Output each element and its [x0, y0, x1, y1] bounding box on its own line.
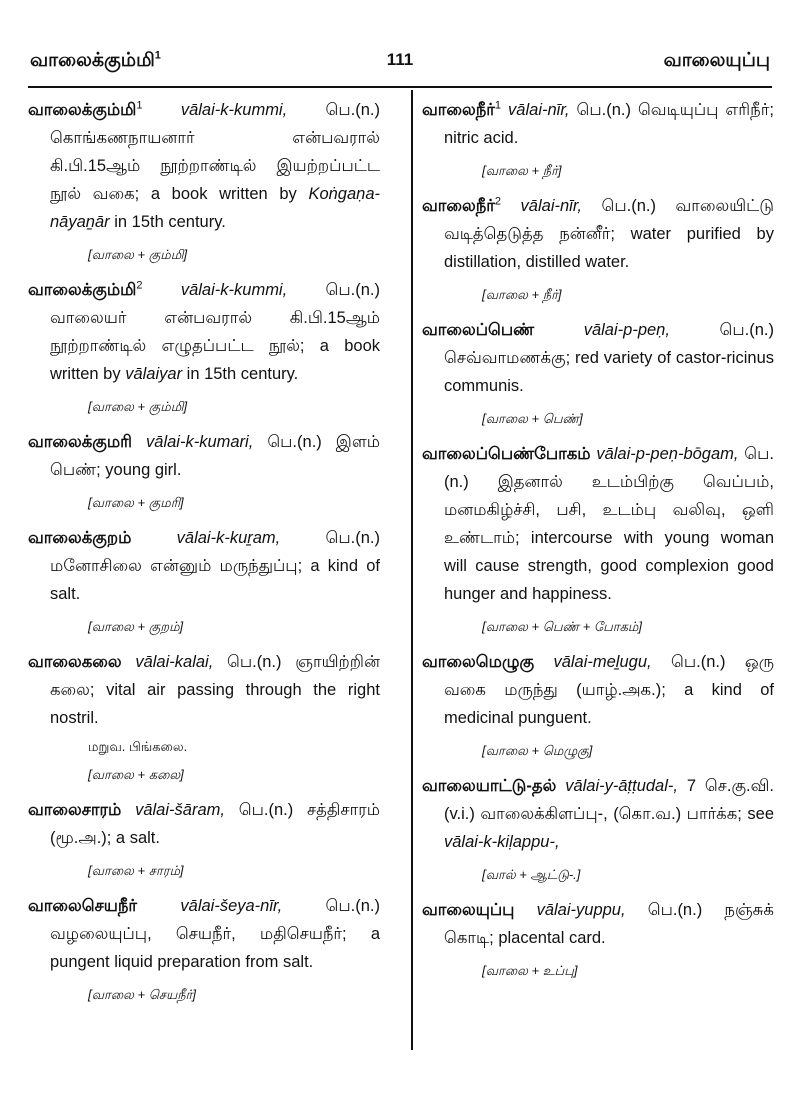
definition: ஞாயிற்றின் கலை; vital air passing through the right nostril.: [50, 653, 380, 727]
dictionary-entry: [28, 428, 380, 512]
grammar-tag: பெ.(n.): [719, 321, 774, 339]
headword-superscript: 1: [494, 99, 502, 112]
dictionary-entry: [422, 772, 774, 884]
etymology: [வாலை + மெழுகு]: [482, 743, 593, 758]
definition: வெடியுப்பு எரிநீர்; nitric acid.: [444, 101, 774, 147]
transliteration: vālai-nīr,: [520, 197, 582, 215]
transliteration: vālai-nīr,: [508, 101, 570, 119]
transliteration: vālai-p-peṇ,: [583, 321, 670, 339]
definition: இதனால் உடம்பிற்கு வெப்பம், மனமகிழ்ச்சி, பசி, உடம்பு வலிவு, ஒளி உண்டாம்; intercourse with young woman will cause strength, good complexion good hunger and happiness.: [444, 473, 774, 603]
transliteration: vālai-šāram,: [135, 801, 225, 819]
grammar-tag: பெ.(n.): [325, 529, 380, 547]
etymology: [வாலை + பெண்]: [482, 411, 583, 426]
transliteration: vālai-k-kumari,: [146, 433, 254, 451]
grammar-tag: பெ.(n.): [325, 101, 380, 119]
dictionary-entry: [422, 316, 774, 428]
definition-tail: in 15th century.: [182, 365, 299, 383]
grammar-tag: பெ.(n.): [576, 101, 631, 119]
dictionary-entry: [28, 648, 380, 784]
running-head-right: வாலையுப்பு: [663, 50, 770, 71]
etymology: [வாலை + நீர்]: [482, 287, 562, 302]
right-column: [422, 96, 774, 992]
dictionary-entry: [422, 440, 774, 636]
dictionary-entry: [28, 96, 380, 264]
dictionary-entry: [422, 192, 774, 304]
grammar-tag: பெ.(n.): [601, 197, 656, 215]
dictionary-entry: [422, 648, 774, 760]
definition: வாலையிட்டு வடித்தெடுத்த நன்னீர்; water purified by distillation, distilled water.: [444, 197, 774, 271]
transliteration: vālai-šeya-nīr,: [180, 897, 283, 915]
headword: வாலைகலை: [28, 653, 122, 671]
grammar-tag: பெ.(n.): [325, 897, 380, 915]
definition: இளம் பெண்; young girl.: [50, 433, 381, 479]
headword: வாலைக்குமரி: [28, 433, 132, 451]
transliteration: vālai-meḻugu,: [553, 653, 652, 671]
grammar-tag: பெ.(n.): [647, 901, 703, 919]
grammar-tag: பெ.(n.): [267, 433, 322, 451]
etymology: [வாலை + குமரி]: [88, 495, 184, 510]
synonym-note: மறுவ. பிங்கலை.: [88, 739, 188, 754]
definition: செவ்வாமணக்கு; red variety of castor-ricinus communis.: [444, 349, 774, 395]
headword: வாலைக்கும்மி: [28, 101, 137, 119]
headword: வாலையுப்பு: [422, 901, 515, 919]
grammar-tag: பெ.(n.): [238, 801, 294, 819]
definition: நஞ்சுக் கொடி; placental card.: [444, 901, 774, 947]
headword: வாலைநீர்: [422, 101, 495, 119]
entry-paragraph: [422, 896, 774, 952]
entry-paragraph: [422, 192, 774, 276]
entry-paragraph: [422, 440, 774, 608]
etymology: [வாலை + கும்மி]: [88, 247, 188, 262]
transliteration: vālai-p-peṇ-bōgam,: [596, 445, 739, 463]
entry-paragraph: [28, 892, 380, 976]
etymology: [வாலை + கலை]: [88, 767, 184, 782]
transliteration: vālai-k-kummi,: [180, 281, 288, 299]
definition: வாலையர் என்பவரால் கி.பி.15ஆம் நூற்றாண்டில் எழுதப்பட்ட நூல்; a book written by: [50, 309, 380, 383]
headword: வாலைக்கும்மி: [28, 281, 137, 299]
grammar-tag: பெ.(n.): [444, 445, 774, 491]
headword: வாலைப்பெண்: [422, 321, 535, 339]
definition-tail: in 15th century.: [109, 213, 226, 231]
transliteration: vālai-k-kuṟam,: [176, 529, 281, 547]
grammar-tag: பெ.(n.): [671, 653, 726, 671]
etymology: [வாலை + குறம்]: [88, 619, 184, 634]
entry-paragraph: [28, 796, 380, 852]
etymology: [வாலை + நீர்]: [482, 163, 562, 178]
entry-paragraph: [422, 772, 774, 856]
entry-paragraph: [28, 428, 380, 484]
headword: வாலைநீர்: [422, 197, 495, 215]
entry-paragraph: [28, 276, 380, 388]
transliteration: vālai-yuppu,: [536, 901, 626, 919]
grammar-tag: பெ.(n.): [325, 281, 380, 299]
left-column: [28, 96, 380, 1016]
headword-superscript: 2: [494, 195, 502, 208]
transliteration: vālai-kalai,: [135, 653, 214, 671]
transliteration: vālai-k-kummi,: [180, 101, 288, 119]
entry-paragraph: [422, 96, 774, 152]
dictionary-entry: [422, 896, 774, 980]
etymology: [வாலை + சாரம்]: [88, 863, 184, 878]
headword-superscript: 1: [136, 99, 143, 112]
entry-paragraph: [28, 524, 380, 608]
etymology: [வாலை + கும்மி]: [88, 399, 188, 414]
definition-italic: vālaiyar: [125, 365, 183, 383]
definition: கொங்கணநாயனார் என்பவரால் கி.பி.15ஆம் நூற்றாண்டில் இயற்றப்பட்ட நூல் வகை; a book written by: [50, 129, 380, 203]
definition: மனோசிலை என்னும் மருந்துப்பு; a kind of salt.: [50, 557, 380, 603]
column-divider: [411, 90, 413, 1050]
entry-paragraph: [28, 96, 380, 236]
page-header: [30, 50, 770, 84]
definition-italic: vālai-k-kiḷappu-,: [444, 833, 560, 851]
transliteration: vālai-y-āṭṭudal-,: [565, 777, 678, 795]
definition-italic: Koṅgaṇa-nāyaṉār: [50, 185, 380, 231]
running-head-left-sup: 1: [154, 49, 161, 62]
header-rule: [28, 86, 772, 88]
page-number: 111: [386, 50, 414, 69]
etymology: [வால் + ஆட்டு-.]: [482, 867, 581, 882]
grammar-tag: 7 செ.கு.வி.: [686, 777, 774, 795]
etymology: [வாலை + பெண் + போகம்]: [482, 619, 642, 634]
headword: வாலைமெழுகு: [422, 653, 535, 671]
etymology: [வாலை + உப்பு]: [482, 963, 578, 978]
definition: வழலையுப்பு, செயநீர், மதிசெயநீர்; a pungent liquid preparation from salt.: [50, 925, 380, 971]
dictionary-entry: [28, 892, 380, 1004]
headword: வாலைப்பெண்போகம்: [422, 445, 591, 463]
headword-superscript: 2: [136, 279, 143, 292]
definition: சத்திசாரம் (மூ.அ.); a salt.: [50, 801, 381, 847]
definition: ஒரு வகை மருந்து (யாழ்.அக.); a kind of medicinal punguent.: [444, 653, 774, 727]
grammar-tag: பெ.(n.): [227, 653, 282, 671]
definition: (v.i.) வாலைக்கிளப்பு-, (கொ.வ.) பார்க்க; see: [444, 805, 774, 823]
headword: வாலைசாரம்: [28, 801, 122, 819]
running-head-left-text: வாலைக்கும்மி: [30, 50, 155, 71]
entry-paragraph: [28, 648, 380, 732]
headword: வாலையாட்டு-தல்: [422, 777, 557, 795]
headword: வாலைசெயநீர்: [28, 897, 138, 915]
dictionary-entry: [28, 276, 380, 416]
etymology: [வாலை + செயநீர்]: [88, 987, 196, 1002]
dictionary-entry: [422, 96, 774, 180]
dictionary-entry: [28, 524, 380, 636]
entry-paragraph: [422, 648, 774, 732]
entry-paragraph: [422, 316, 774, 400]
headword: வாலைக்குறம்: [28, 529, 132, 547]
dictionary-entry: [28, 796, 380, 880]
